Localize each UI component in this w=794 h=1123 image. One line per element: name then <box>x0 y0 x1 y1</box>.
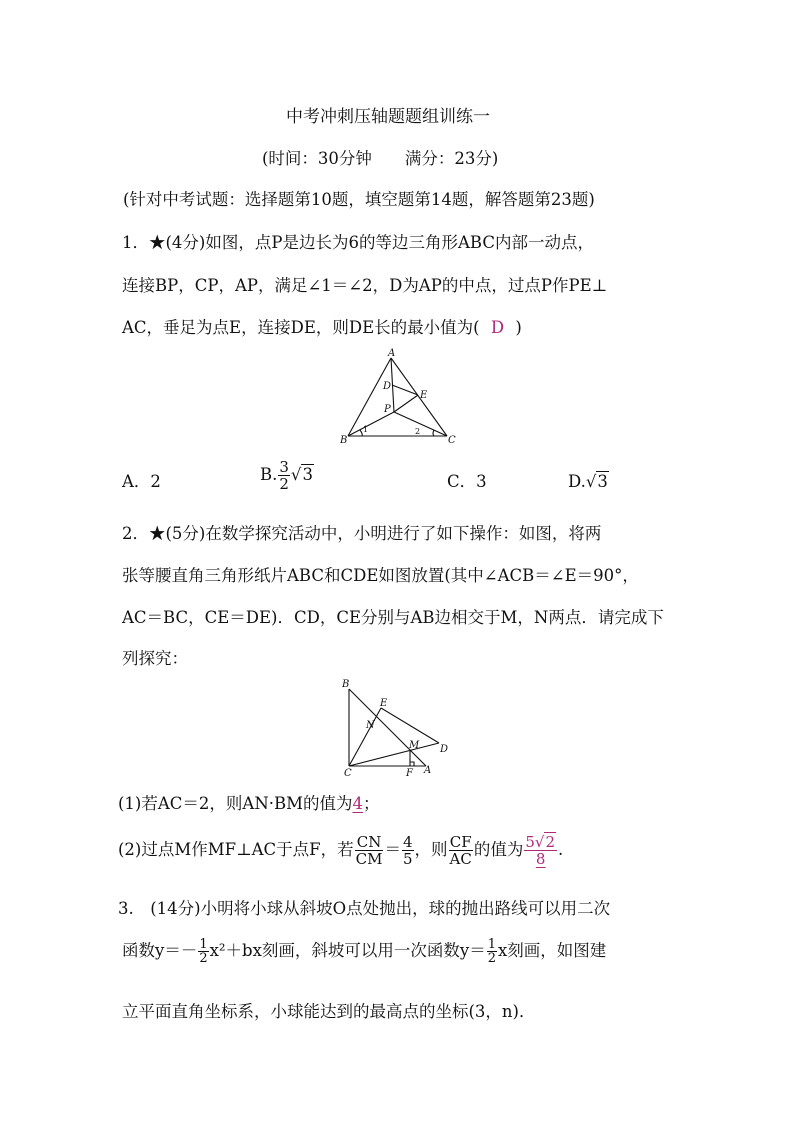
q1-figure <box>336 348 466 448</box>
q2-label-m: M <box>409 740 420 751</box>
q1-angle-1-arc <box>360 430 362 436</box>
q2-side-ed <box>381 708 439 743</box>
q2-sub-2-mid: ，则 <box>414 840 448 859</box>
scope-note: (针对中考试题：选择题第10题，填空题第14题，解答题第23题) <box>123 190 595 209</box>
q3-line-2-a: 函数y＝－ <box>122 941 198 960</box>
q2-line-4: 列探究： <box>122 649 188 668</box>
q2-label-f: F <box>406 768 413 779</box>
q2-sub-2-eq: ＝ <box>384 840 401 859</box>
q2-sub-1-answer: 4 <box>352 794 364 813</box>
q2-sub-2-answer-coef: 5 <box>525 833 535 851</box>
q1-line-1: 1．★(4分)如图，点P是边长为6的等边三角形ABC内部一动点， <box>122 233 594 252</box>
q2-label-a: A <box>424 765 432 776</box>
q1-line-3-close: ) <box>515 318 522 337</box>
q3-fraction-2-num: 1 <box>487 937 496 952</box>
q3-fraction-1 <box>198 938 208 965</box>
q1-option-b-fraction <box>278 459 290 492</box>
q2-sub-2-answer-radicand: 2 <box>545 833 555 851</box>
q2-label-n: N <box>366 720 375 731</box>
q2-sub-2-text: (2)过点M作MF⊥AC于点F，若 <box>118 840 354 859</box>
page-subtitle: (时间：30分钟 满分：23分) <box>262 149 499 168</box>
q1-label-d: D <box>383 381 392 392</box>
q2-label-c: C <box>344 768 352 779</box>
q2-line-1: 2．★(5分)在数学探究活动中，小明进行了如下操作：如图，将两 <box>122 524 602 543</box>
q3-fraction-2-den: 2 <box>487 951 496 966</box>
q2-side-cd <box>349 743 439 766</box>
q1-option-b-num: 3 <box>279 458 289 476</box>
q2-sub-1 <box>118 794 380 814</box>
q3-line-2 <box>122 938 606 965</box>
q2-right-angle-mark <box>410 762 414 766</box>
q3-line-3: 立平面直角坐标系，小球能达到的最高点的坐标(3，n)． <box>122 1002 536 1021</box>
q1-option-d <box>568 472 609 492</box>
q1-option-d-radicand: 3 <box>597 472 608 491</box>
q3-line-1: 3. (14分)小明将小球从斜坡O点处抛出，球的抛出路线可以用二次 <box>118 899 611 918</box>
q2-line-2: 张等腰直角三角形纸片ABC和CDE如图放置(其中∠ACB＝∠E＝90°， <box>122 566 639 585</box>
q1-label-b: B <box>340 435 348 446</box>
q2-sub-2-answer-sqrt: √2 <box>534 833 555 851</box>
q3-line-2-c: x刻画，如图建 <box>498 941 607 960</box>
q1-label-a: A <box>388 348 396 359</box>
q1-option-b-prefix: B. <box>260 465 278 484</box>
q1-label-1: 1 <box>363 425 369 434</box>
q1-option-b-sqrt: √3 <box>290 465 313 484</box>
q1-label-c: C <box>448 435 456 446</box>
q2-figure <box>336 676 456 780</box>
q1-line-2: 连接BP，CP，AP，满足∠1＝∠2，D为AP的中点，过点P作PE⊥ <box>122 276 608 295</box>
q1-angle-2-arc <box>433 430 434 436</box>
q2-sub-2-answer <box>524 834 557 867</box>
q2-sub-2 <box>118 834 563 867</box>
q1-option-a: A．2 <box>122 472 161 491</box>
q2-label-e: E <box>380 698 388 709</box>
q2-side-ce <box>349 708 381 766</box>
q2-sub-2-cn: CN <box>355 834 384 851</box>
q2-sub-2-mid2: 的值为 <box>473 840 524 859</box>
q1-answer: D <box>490 318 505 337</box>
q1-label-p: P <box>384 404 391 415</box>
q2-sub-2-cf: CF <box>449 833 472 851</box>
q1-side-ac <box>391 358 447 436</box>
q1-option-d-prefix: D. <box>568 472 586 491</box>
q1-label-2: 2 <box>415 427 421 436</box>
q2-sub-2-five: 5 <box>402 850 413 868</box>
q1-option-d-sqrt: √3 <box>585 472 608 491</box>
q2-label-d: D <box>440 744 449 755</box>
q2-sub-2-fraction-cn-cm <box>355 834 384 867</box>
q2-sub-2-answer-den: 8 <box>535 850 546 868</box>
q3-fraction-2 <box>487 938 497 965</box>
q2-sub-1-post: ； <box>363 794 380 813</box>
q1-option-b-den: 2 <box>279 475 289 493</box>
q1-line-3 <box>122 318 522 338</box>
q2-sub-2-four: 4 <box>402 833 413 851</box>
q2-sub-2-fraction-4-5 <box>402 834 414 867</box>
q3-fraction-1-num: 1 <box>199 937 208 952</box>
q1-line-3-text: AC，垂足为点E，连接DE，则DE长的最小值为( <box>122 318 480 337</box>
q2-sub-2-post: . <box>557 840 564 859</box>
q3-fraction-1-den: 2 <box>199 951 208 966</box>
q2-sub-2-answer-num <box>524 834 557 851</box>
q1-option-c: C．3 <box>447 472 487 491</box>
q2-side-ab <box>349 689 426 766</box>
q2-sub-2-fraction-cf-ac <box>449 834 473 867</box>
q2-sub-2-ac: AC <box>449 850 472 868</box>
page-title: 中考冲刺压轴题题组训练一 <box>286 107 490 127</box>
q1-label-e: E <box>420 390 428 401</box>
q1-option-b-radicand: 3 <box>302 465 313 484</box>
q2-sub-2-cm: CM <box>355 850 383 868</box>
q2-label-b: B <box>342 679 350 690</box>
q3-line-2-b: x²＋bx刻画，斜坡可以用一次函数y＝ <box>209 941 486 960</box>
q2-line-3: AC＝BC，CE＝DE)．CD，CE分别与AB边相交于M，N两点．请完成下 <box>122 608 664 627</box>
q1-seg-pe <box>394 395 418 412</box>
q2-sub-1-text: (1)若AC＝2，则AN·BM的值为 <box>118 794 353 813</box>
q1-option-b <box>260 459 314 492</box>
